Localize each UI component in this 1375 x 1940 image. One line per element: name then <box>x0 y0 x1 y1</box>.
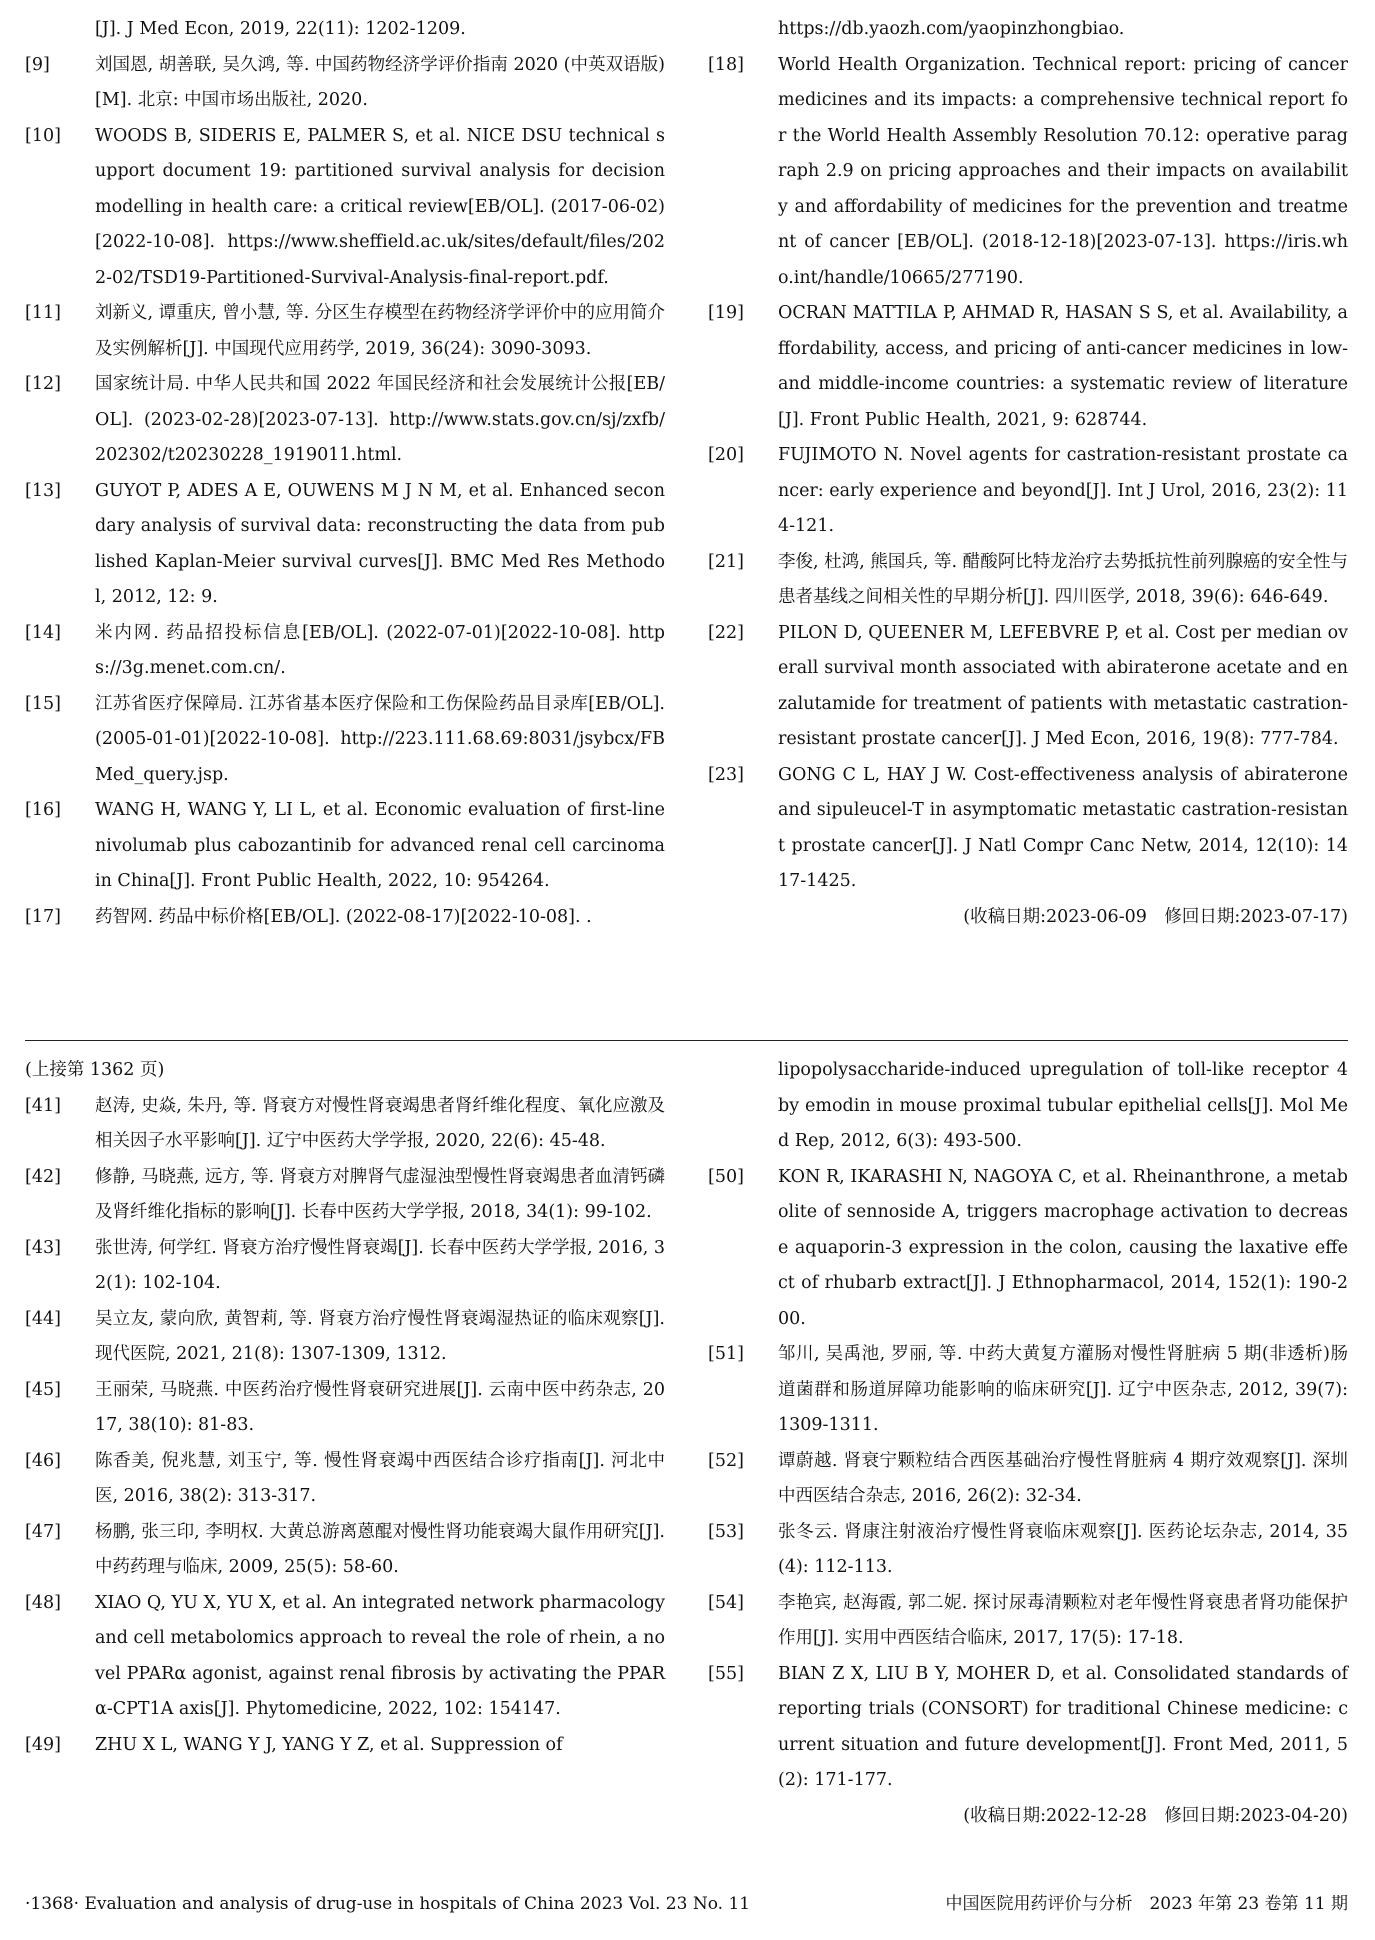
reference-number: [50] <box>708 1166 744 1187</box>
reference-number: [19] <box>708 303 744 323</box>
reference-number: [21] <box>708 551 744 572</box>
reference-item <box>708 1337 1348 1444</box>
reference-number: [17] <box>25 906 61 927</box>
reference-item <box>708 1160 1348 1338</box>
reference-item <box>25 687 665 794</box>
reference-text: OCRAN MATTILA P, AHMAD R, HASAN S S, et al. Availability, affordability, access, and pricing of anti-cancer medicines in low- and middle-income countries: a systematic review of literature[J]. Front Public Health, 2021, 9: 628744. <box>778 303 1348 430</box>
reference-text: 李俊, 杜鸿, 熊国兵, 等. 醋酸阿比特龙治疗去势抵抗性前列腺癌的安全性与患者基线之间相关性的早期分析[J]. 四川医学, 2018, 39(6): 646-649. <box>778 551 1348 607</box>
reference-text: 张世涛, 何学红. 肾衰方治疗慢性肾衰竭[J]. 长春中医药大学学报, 2016, 32(1): 102-104. <box>95 1237 665 1293</box>
reference-item <box>708 1515 1348 1586</box>
reference-item <box>25 793 665 900</box>
reference-text: PILON D, QUEENER M, LEFEBVRE P, et al. Cost per median overall survival month associated with abiraterone acetate and enzalutamide for treatment of patients with metastatic castration-resistant prostate cancer[J]. J Med Econ, 2016, 19(8): 777-784. <box>778 622 1348 749</box>
reference-text: XIAO Q, YU X, YU X, et al. An integrated network pharmacology and cell metabolomics approach to reveal the role of rhein, a novel PPARα agonist, against renal fibrosis by activating the PPARα-CPT1A axis[J]. Phytomedicine, 2022, 102: 154147. <box>95 1592 665 1719</box>
reference-item <box>708 758 1348 900</box>
reference-text: 杨鹏, 张三印, 李明权. 大黄总游离蒽醌对慢性肾功能衰竭大鼠作用研究[J]. 中药药理与临床, 2009, 25(5): 58-60. <box>95 1521 665 1577</box>
reference-item <box>25 474 665 616</box>
reference-number: [16] <box>25 800 61 820</box>
reference-number: [22] <box>708 622 744 643</box>
received-revised-dates: (收稿日期:2023-06-09 修回日期:2023-07-17) <box>963 906 1348 927</box>
reference-number: [44] <box>25 1308 61 1329</box>
reference-item <box>25 1728 665 1764</box>
reference-item <box>25 1586 665 1728</box>
references-bottom-right <box>708 1053 1348 1834</box>
references-top-right <box>708 12 1348 935</box>
references-bottom-left <box>25 1053 665 1763</box>
reference-text: GONG C L, HAY J W. Cost-effectiveness analysis of abiraterone and sipuleucel-T in asymptomatic metastatic castration-resistant prostate cancer[J]. J Natl Compr Canc Netw, 2014, 12(10): 1417-1425. <box>778 764 1348 891</box>
reference-item <box>25 48 665 119</box>
reference-number: [20] <box>708 445 744 465</box>
reference-text: 张冬云. 肾康注射液治疗慢性肾衰临床观察[J]. 医药论坛杂志, 2014, 35(4): 112-113. <box>778 1521 1348 1577</box>
reference-item <box>708 1444 1348 1515</box>
reference-continuation: [J]. J Med Econ, 2019, 22(11): 1202-1209. <box>95 19 466 39</box>
reference-number: [47] <box>25 1521 61 1542</box>
reference-number: [54] <box>708 1592 744 1613</box>
reference-item <box>708 1657 1348 1799</box>
reference-item <box>708 545 1348 616</box>
reference-number: [41] <box>25 1095 61 1116</box>
reference-number: [49] <box>25 1734 61 1755</box>
reference-text: GUYOT P, ADES A E, OUWENS M J N M, et al. Enhanced secondary analysis of survival data: reconstructing the data from published Kaplan-Meier survival curves[J]. BMC Med Res Methodol, 2012, 12: 9. <box>95 480 665 607</box>
reference-item <box>25 1302 665 1373</box>
reference-item <box>708 616 1348 758</box>
reference-item <box>708 1586 1348 1657</box>
reference-number: [42] <box>25 1166 61 1187</box>
reference-text: 米内网. 药品招投标信息[EB/OL]. (2022-07-01)[2022-10-08]. https://3g.menet.com.cn/. <box>95 622 665 678</box>
reference-text: 吴立友, 蒙向欣, 黄智莉, 等. 肾衰方治疗慢性肾衰竭湿热证的临床观察[J]. 现代医院, 2021, 21(8): 1307-1309, 1312. <box>95 1308 665 1364</box>
reference-number: [14] <box>25 622 61 643</box>
reference-item <box>25 1373 665 1444</box>
reference-text: 药智网. 药品中标价格[EB/OL]. (2022-08-17)[2022-10-08]. . <box>95 906 592 927</box>
reference-continuation: lipopolysaccharide-induced upregulation of toll-like receptor 4 by emodin in mouse proximal tubular epithelial cells[J]. Mol Med Rep, 2012, 6(3): 493-500. <box>778 1060 1348 1151</box>
reference-number: [12] <box>25 374 61 394</box>
reference-number: [48] <box>25 1592 61 1613</box>
reference-continuation: https://db.yaozh.com/yaopinzhongbiao. <box>778 19 1125 39</box>
reference-item <box>708 48 1348 297</box>
reference-text: WOODS B, SIDERIS E, PALMER S, et al. NICE DSU technical support document 19: partitioned survival analysis for decision modelling in health care: a critical review[EB/OL]. (2017-06-02)[2022-10-08]. https://www.sheffield.ac.uk/sites/default/files/2022-02/TSD19-Partitioned-Survival-Analysis-final-report.pdf. <box>95 125 665 288</box>
received-revised-dates: (收稿日期:2022-12-28 修回日期:2023-04-20) <box>963 1805 1348 1826</box>
reference-text: 江苏省医疗保障局. 江苏省基本医疗保险和工伤保险药品目录库[EB/OL]. (2005-01-01)[2022-10-08]. http://223.111.68.69:8031/jsybcx/FBMed_query.jsp. <box>95 693 665 785</box>
reference-number: [10] <box>25 125 61 146</box>
reference-number: [46] <box>25 1450 61 1471</box>
reference-number: [53] <box>708 1521 744 1542</box>
reference-item <box>708 296 1348 438</box>
footer-right: 中国医院用药评价与分析 2023 年第 23 卷第 11 期 <box>945 1894 1348 1914</box>
reference-item <box>25 296 665 367</box>
reference-text: BIAN Z X, LIU B Y, MOHER D, et al. Consolidated standards of reporting trials (CONSORT) for traditional Chinese medicine: current situation and future development[J]. Front Med, 2011, 5(2): 171-177. <box>778 1663 1348 1790</box>
continued-from-note: (上接第 1362 页) <box>25 1060 165 1080</box>
reference-number: [43] <box>25 1237 61 1258</box>
reference-text: 修静, 马晓燕, 远方, 等. 肾衰方对脾肾气虚湿浊型慢性肾衰竭患者血清钙磷及肾纤维化指标的影响[J]. 长春中医药大学学报, 2018, 34(1): 99-102. <box>95 1166 665 1222</box>
reference-text: 陈香美, 倪兆慧, 刘玉宁, 等. 慢性肾衰竭中西医结合诊疗指南[J]. 河北中医, 2016, 38(2): 313-317. <box>95 1450 665 1506</box>
reference-text: 李艳宾, 赵海霞, 郭二妮. 探讨尿毒清颗粒对老年慢性肾衰患者肾功能保护作用[J]. 实用中西医结合临床, 2017, 17(5): 17-18. <box>778 1592 1348 1648</box>
references-top-left <box>25 12 665 935</box>
reference-item <box>25 1444 665 1515</box>
reference-text: WANG H, WANG Y, LI L, et al. Economic evaluation of first-line nivolumab plus cabozantinib for advanced renal cell carcinoma in China[J]. Front Public Health, 2022, 10: 954264. <box>95 800 665 891</box>
reference-number: [23] <box>708 764 744 785</box>
reference-item <box>25 900 665 936</box>
reference-number: [18] <box>708 54 744 75</box>
reference-number: [51] <box>708 1344 744 1364</box>
reference-number: [13] <box>25 480 61 501</box>
reference-text: 刘新义, 谭重庆, 曾小慧, 等. 分区生存模型在药物经济学评价中的应用简介及实例解析[J]. 中国现代应用药学, 2019, 36(24): 3090-3093. <box>95 303 665 359</box>
footer-left: ·1368· Evaluation and analysis of drug-use in hospitals of China 2023 Vol. 23 No. 11 <box>25 1894 751 1914</box>
reference-item <box>25 1231 665 1302</box>
reference-item <box>25 616 665 687</box>
reference-number: [11] <box>25 303 61 323</box>
reference-item <box>708 438 1348 545</box>
reference-number: [52] <box>708 1450 744 1471</box>
reference-text: ZHU X L, WANG Y J, YANG Y Z, et al. Suppression of <box>95 1734 563 1755</box>
reference-text: 邹川, 吴禹池, 罗丽, 等. 中药大黄复方灌肠对慢性肾脏病 5 期(非透析)肠道菌群和肠道屏障功能影响的临床研究[J]. 辽宁中医杂志, 2012, 39(7): 1309-1311. <box>778 1344 1348 1435</box>
reference-item <box>25 1160 665 1231</box>
reference-item <box>25 1089 665 1160</box>
reference-text: 谭蔚越. 肾衰宁颗粒结合西医基础治疗慢性肾脏病 4 期疗效观察[J]. 深圳中西医结合杂志, 2016, 26(2): 32-34. <box>778 1450 1348 1506</box>
reference-text: 国家统计局. 中华人民共和国 2022 年国民经济和社会发展统计公报[EB/OL]. (2023-02-28)[2023-07-13]. http://www.stats.gov.cn/sj/zxfb/202302/t20230228_1919011.html. <box>95 374 665 465</box>
reference-text: FUJIMOTO N. Novel agents for castration-resistant prostate cancer: early experience and beyond[J]. Int J Urol, 2016, 23(2): 114-121. <box>778 445 1348 536</box>
reference-number: [15] <box>25 693 61 714</box>
reference-text: 赵涛, 史焱, 朱丹, 等. 肾衰方对慢性肾衰竭患者肾纤维化程度、氧化应激及相关因子水平影响[J]. 辽宁中医药大学学报, 2020, 22(6): 45-48. <box>95 1095 665 1151</box>
reference-number: [55] <box>708 1663 744 1684</box>
reference-text: 刘国恩, 胡善联, 吴久鸿, 等. 中国药物经济学评价指南 2020 (中英双语版)[M]. 北京: 中国市场出版社, 2020. <box>95 54 665 110</box>
reference-text: 王丽荣, 马晓燕. 中医药治疗慢性肾衰研究进展[J]. 云南中医中药杂志, 2017, 38(10): 81-83. <box>95 1379 665 1435</box>
reference-item <box>25 119 665 297</box>
reference-text: KON R, IKARASHI N, NAGOYA C, et al. Rheinanthrone, a metabolite of sennoside A, triggers macrophage activation to decrease aquaporin-3 expression in the colon, causing the laxative effect of rhubarb extract[J]. J Ethnopharmacol, 2014, 152(1): 190-200. <box>778 1166 1348 1329</box>
reference-item <box>25 1515 665 1586</box>
reference-text: World Health Organization. Technical report: pricing of cancer medicines and its impacts: a comprehensive technical report for the World Health Assembly Resolution 70.12: operative paragraph 2.9 on pricing approaches and their impacts on availability and affordability of medicines for the prevention and treatment of cancer [EB/OL]. (2018-12-18)[2023-07-13]. https://iris.who.int/handle/10665/277190. <box>778 54 1348 288</box>
reference-number: [9] <box>25 54 50 75</box>
reference-item <box>25 367 665 474</box>
reference-number: [45] <box>25 1379 61 1400</box>
section-divider <box>25 1040 1348 1041</box>
